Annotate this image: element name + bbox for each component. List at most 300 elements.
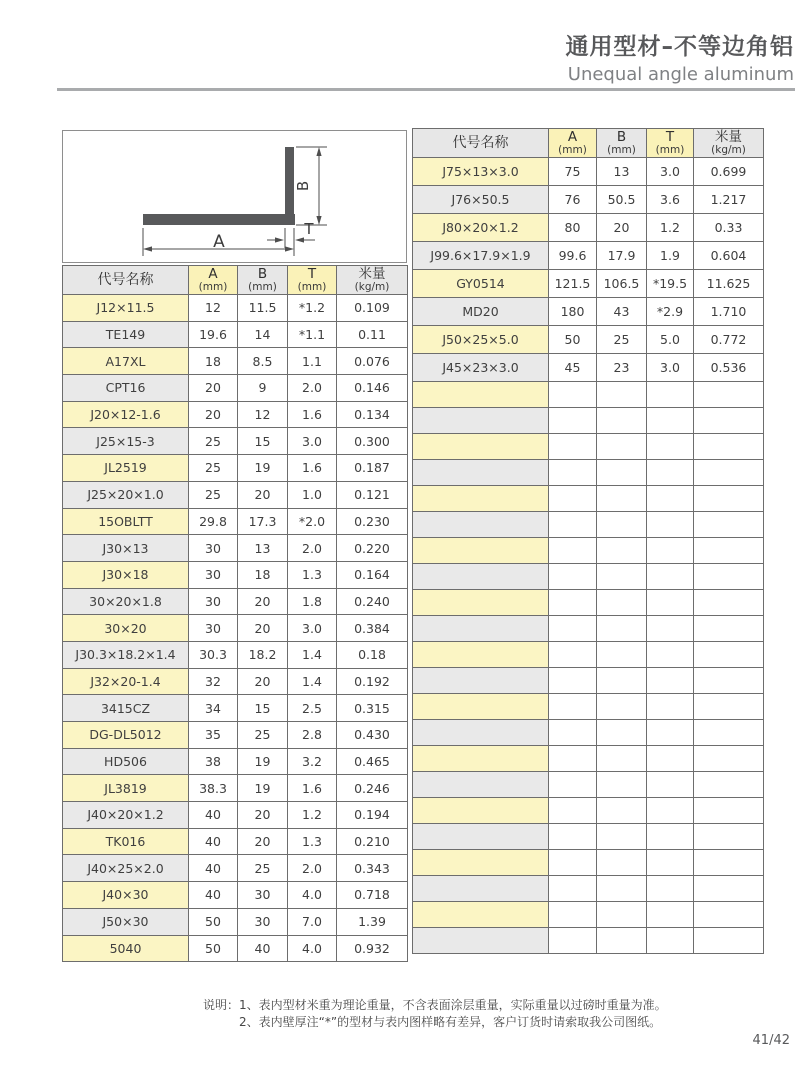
profile-code-cell: TK016: [63, 828, 189, 855]
value-cell: 32: [189, 668, 238, 695]
col-header-b: B (mm): [238, 266, 288, 295]
value-cell: 1.217: [694, 186, 764, 214]
value-cell: 80: [549, 214, 597, 242]
value-cell: 0.343: [337, 855, 408, 882]
value-cell: 50: [189, 935, 238, 962]
value-cell: 18.2: [238, 641, 288, 668]
profile-code-cell: 5040: [63, 935, 189, 962]
value-cell: [694, 486, 764, 512]
value-cell: [647, 538, 694, 564]
value-cell: 25: [238, 722, 288, 749]
table-row: [63, 615, 408, 642]
profile-code-cell: [413, 772, 549, 798]
value-cell: [647, 798, 694, 824]
table-row: [413, 902, 764, 928]
value-cell: [597, 668, 647, 694]
left-section: [62, 130, 407, 962]
value-cell: 40: [189, 855, 238, 882]
value-cell: 3.0: [288, 615, 337, 642]
value-cell: 106.5: [597, 270, 647, 298]
value-cell: 0.718: [337, 882, 408, 909]
value-cell: [597, 720, 647, 746]
value-cell: [694, 538, 764, 564]
value-cell: 29.8: [189, 508, 238, 535]
table-row: [63, 455, 408, 482]
value-cell: 0.33: [694, 214, 764, 242]
profile-code-cell: [413, 694, 549, 720]
value-cell: 121.5: [549, 270, 597, 298]
profile-code-cell: J76×50.5: [413, 186, 549, 214]
value-cell: 0.192: [337, 668, 408, 695]
profile-code-cell: [413, 538, 549, 564]
table-row: [63, 375, 408, 402]
value-cell: 17.3: [238, 508, 288, 535]
table-row: [413, 382, 764, 408]
value-cell: [597, 772, 647, 798]
value-cell: [647, 928, 694, 954]
profile-code-cell: MD20: [413, 298, 549, 326]
value-cell: [694, 720, 764, 746]
table-row: [63, 641, 408, 668]
table-row: [413, 354, 764, 382]
table-row: [63, 775, 408, 802]
value-cell: [647, 876, 694, 902]
value-cell: 18: [238, 561, 288, 588]
profile-code-cell: 15OBLTT: [63, 508, 189, 535]
value-cell: [549, 564, 597, 590]
table-row: [413, 270, 764, 298]
profile-code-cell: [413, 590, 549, 616]
value-cell: [597, 694, 647, 720]
value-cell: [597, 798, 647, 824]
table-row: [413, 772, 764, 798]
value-cell: [549, 902, 597, 928]
value-cell: [694, 512, 764, 538]
footnote-line-1: 1、表内型材米重为理论重量，不含表面涂层重量，实际重量以过磅时重量为准。: [239, 998, 667, 1012]
left-table-body: [63, 295, 408, 962]
profile-code-cell: J25×20×1.0: [63, 481, 189, 508]
profile-code-cell: [413, 434, 549, 460]
profile-code-cell: [413, 850, 549, 876]
value-cell: 75: [549, 158, 597, 186]
value-cell: 2.5: [288, 695, 337, 722]
table-row: [413, 642, 764, 668]
value-cell: 25: [189, 481, 238, 508]
col-header-weight: 米量 (kg/m): [694, 129, 764, 158]
value-cell: [647, 850, 694, 876]
value-cell: [647, 460, 694, 486]
right-table: [412, 128, 764, 954]
value-cell: 30: [189, 588, 238, 615]
value-cell: 1.6: [288, 401, 337, 428]
table-row: [413, 298, 764, 326]
value-cell: 0.220: [337, 535, 408, 562]
value-cell: [647, 694, 694, 720]
value-cell: [549, 668, 597, 694]
value-cell: 0.604: [694, 242, 764, 270]
value-cell: 4.0: [288, 882, 337, 909]
value-cell: 3.6: [647, 186, 694, 214]
value-cell: 38: [189, 748, 238, 775]
value-cell: *2.0: [288, 508, 337, 535]
profile-diagram: [62, 130, 407, 263]
profile-code-cell: [413, 824, 549, 850]
value-cell: 0.076: [337, 348, 408, 375]
profile-code-cell: [413, 928, 549, 954]
value-cell: [597, 434, 647, 460]
profile-code-cell: J32×20-1.4: [63, 668, 189, 695]
table-row: [63, 882, 408, 909]
profile-code-cell: [413, 512, 549, 538]
value-cell: [597, 382, 647, 408]
value-cell: 0.164: [337, 561, 408, 588]
value-cell: [694, 850, 764, 876]
value-cell: 13: [238, 535, 288, 562]
profile-code-cell: J30×13: [63, 535, 189, 562]
value-cell: 25: [597, 326, 647, 354]
dim-label-a: A: [213, 232, 225, 252]
table-row: [413, 824, 764, 850]
profile-code-cell: J30.3×18.2×1.4: [63, 641, 189, 668]
value-cell: [694, 382, 764, 408]
value-cell: 0.932: [337, 935, 408, 962]
col-header-name: 代号名称: [63, 266, 189, 295]
profile-code-cell: J40×20×1.2: [63, 802, 189, 829]
value-cell: 4.0: [288, 935, 337, 962]
profile-code-cell: J80×20×1.2: [413, 214, 549, 242]
value-cell: [597, 850, 647, 876]
value-cell: 34: [189, 695, 238, 722]
value-cell: [597, 824, 647, 850]
profile-code-cell: 3415CZ: [63, 695, 189, 722]
value-cell: 20: [238, 828, 288, 855]
dim-label-b: B: [294, 180, 312, 192]
value-cell: 0.240: [337, 588, 408, 615]
value-cell: [597, 902, 647, 928]
table-row: [63, 535, 408, 562]
value-cell: 50: [549, 326, 597, 354]
table-row: [413, 214, 764, 242]
value-cell: 0.384: [337, 615, 408, 642]
profile-code-cell: J20×12-1.6: [63, 401, 189, 428]
col-header-name: 代号名称: [413, 129, 549, 158]
table-row: [63, 855, 408, 882]
profile-code-cell: [413, 902, 549, 928]
table-row: [413, 158, 764, 186]
value-cell: [694, 642, 764, 668]
value-cell: 0.210: [337, 828, 408, 855]
value-cell: [647, 746, 694, 772]
table-row: [413, 512, 764, 538]
value-cell: 5.0: [647, 326, 694, 354]
value-cell: [647, 434, 694, 460]
table-row: [63, 695, 408, 722]
value-cell: [694, 590, 764, 616]
value-cell: 1.2: [288, 802, 337, 829]
value-cell: 2.8: [288, 722, 337, 749]
value-cell: 2.0: [288, 535, 337, 562]
profile-code-cell: 30×20×1.8: [63, 588, 189, 615]
value-cell: 1.39: [337, 908, 408, 935]
value-cell: 1.710: [694, 298, 764, 326]
value-cell: 30: [238, 908, 288, 935]
profile-vertical-leg: [285, 147, 294, 225]
value-cell: [694, 694, 764, 720]
value-cell: 1.3: [288, 561, 337, 588]
value-cell: 20: [189, 401, 238, 428]
value-cell: 25: [238, 855, 288, 882]
profile-code-cell: [413, 564, 549, 590]
table-row: [63, 748, 408, 775]
profile-code-cell: [413, 408, 549, 434]
value-cell: *1.1: [288, 321, 337, 348]
dim-label-t: T: [304, 220, 314, 238]
table-row: [413, 668, 764, 694]
value-cell: [549, 850, 597, 876]
value-cell: [694, 928, 764, 954]
profile-code-cell: [413, 642, 549, 668]
value-cell: 1.2: [647, 214, 694, 242]
value-cell: 20: [189, 375, 238, 402]
profile-code-cell: [413, 746, 549, 772]
value-cell: 1.4: [288, 668, 337, 695]
table-row: [413, 434, 764, 460]
table-row: [413, 564, 764, 590]
value-cell: 0.121: [337, 481, 408, 508]
value-cell: 38.3: [189, 775, 238, 802]
value-cell: 40: [238, 935, 288, 962]
value-cell: [694, 408, 764, 434]
value-cell: [549, 538, 597, 564]
col-header-weight: 米量 (kg/m): [337, 266, 408, 295]
value-cell: 0.430: [337, 722, 408, 749]
profile-code-cell: [413, 720, 549, 746]
value-cell: 0.134: [337, 401, 408, 428]
value-cell: 20: [238, 615, 288, 642]
profile-code-cell: [413, 460, 549, 486]
value-cell: 1.6: [288, 455, 337, 482]
value-cell: 15: [238, 428, 288, 455]
value-cell: [597, 616, 647, 642]
value-cell: [647, 720, 694, 746]
value-cell: 14: [238, 321, 288, 348]
value-cell: 0.465: [337, 748, 408, 775]
right-table-body: [413, 158, 764, 954]
value-cell: 13: [597, 158, 647, 186]
value-cell: [549, 798, 597, 824]
profile-code-cell: J50×30: [63, 908, 189, 935]
value-cell: 0.146: [337, 375, 408, 402]
value-cell: 19: [238, 775, 288, 802]
value-cell: [549, 486, 597, 512]
value-cell: 20: [238, 802, 288, 829]
value-cell: 3.2: [288, 748, 337, 775]
profile-code-cell: JL3819: [63, 775, 189, 802]
value-cell: 19.6: [189, 321, 238, 348]
value-cell: [549, 616, 597, 642]
value-cell: [597, 486, 647, 512]
table-row: [63, 828, 408, 855]
value-cell: 1.6: [288, 775, 337, 802]
table-row: [63, 935, 408, 962]
profile-code-cell: J50×25×5.0: [413, 326, 549, 354]
value-cell: 20: [238, 668, 288, 695]
value-cell: 0.109: [337, 295, 408, 322]
table-row: [413, 850, 764, 876]
profile-code-cell: J40×30: [63, 882, 189, 909]
value-cell: 25: [189, 428, 238, 455]
profile-code-cell: J99.6×17.9×1.9: [413, 242, 549, 270]
value-cell: [597, 512, 647, 538]
value-cell: [647, 616, 694, 642]
value-cell: 76: [549, 186, 597, 214]
page-number: 41/42: [752, 1033, 790, 1048]
value-cell: [549, 876, 597, 902]
value-cell: 50: [189, 908, 238, 935]
value-cell: [597, 538, 647, 564]
value-cell: [694, 746, 764, 772]
value-cell: [647, 902, 694, 928]
value-cell: 17.9: [597, 242, 647, 270]
value-cell: [549, 928, 597, 954]
value-cell: [647, 408, 694, 434]
value-cell: 1.4: [288, 641, 337, 668]
value-cell: 7.0: [288, 908, 337, 935]
table-row: [63, 908, 408, 935]
value-cell: [694, 460, 764, 486]
value-cell: [549, 460, 597, 486]
profile-code-cell: JL2519: [63, 455, 189, 482]
profile-code-cell: J45×23×3.0: [413, 354, 549, 382]
table-row: [63, 321, 408, 348]
table-row: [413, 326, 764, 354]
value-cell: [694, 434, 764, 460]
page-subtitle: Unequal angle aluminum: [567, 64, 794, 85]
value-cell: [549, 590, 597, 616]
value-cell: 30.3: [189, 641, 238, 668]
value-cell: [597, 746, 647, 772]
table-row: [63, 348, 408, 375]
value-cell: [647, 772, 694, 798]
value-cell: 9: [238, 375, 288, 402]
right-section: [412, 128, 763, 954]
table-row: [413, 408, 764, 434]
value-cell: [597, 460, 647, 486]
value-cell: 99.6: [549, 242, 597, 270]
value-cell: 40: [189, 882, 238, 909]
table-row: [413, 928, 764, 954]
value-cell: [549, 694, 597, 720]
col-header-t: T (mm): [647, 129, 694, 158]
value-cell: 3.0: [647, 354, 694, 382]
value-cell: 1.1: [288, 348, 337, 375]
table-row: [63, 588, 408, 615]
value-cell: 30: [189, 615, 238, 642]
value-cell: [694, 902, 764, 928]
table-row: [413, 538, 764, 564]
profile-code-cell: TE149: [63, 321, 189, 348]
value-cell: [597, 642, 647, 668]
table-row: [63, 561, 408, 588]
profile-code-cell: [413, 668, 549, 694]
value-cell: 45: [549, 354, 597, 382]
value-cell: 2.0: [288, 855, 337, 882]
table-row: [413, 460, 764, 486]
table-row: [63, 722, 408, 749]
value-cell: [647, 512, 694, 538]
profile-code-cell: A17XL: [63, 348, 189, 375]
value-cell: [647, 668, 694, 694]
value-cell: 25: [189, 455, 238, 482]
table-row: [413, 720, 764, 746]
value-cell: 8.5: [238, 348, 288, 375]
value-cell: [647, 824, 694, 850]
value-cell: 40: [189, 828, 238, 855]
value-cell: 11.625: [694, 270, 764, 298]
table-row: [63, 802, 408, 829]
col-header-t: T (mm): [288, 266, 337, 295]
value-cell: [549, 824, 597, 850]
value-cell: 12: [238, 401, 288, 428]
left-table: [62, 265, 408, 962]
table-row: [63, 401, 408, 428]
table-row: [413, 186, 764, 214]
value-cell: [597, 928, 647, 954]
value-cell: 1.8: [288, 588, 337, 615]
header-divider: [57, 88, 795, 91]
table-row: [63, 508, 408, 535]
left-table-header-row: [63, 266, 408, 295]
value-cell: [597, 876, 647, 902]
table-row: [63, 295, 408, 322]
table-row: [63, 481, 408, 508]
right-table-header-row: [413, 129, 764, 158]
footnote-prefix: 说明：: [203, 998, 240, 1012]
value-cell: [694, 616, 764, 642]
col-header-a: A (mm): [549, 129, 597, 158]
value-cell: 1.9: [647, 242, 694, 270]
value-cell: 11.5: [238, 295, 288, 322]
value-cell: [597, 590, 647, 616]
value-cell: 180: [549, 298, 597, 326]
value-cell: [647, 564, 694, 590]
profile-code-cell: J30×18: [63, 561, 189, 588]
value-cell: 50.5: [597, 186, 647, 214]
value-cell: [694, 668, 764, 694]
table-row: [413, 746, 764, 772]
value-cell: 0.536: [694, 354, 764, 382]
profile-code-cell: [413, 876, 549, 902]
value-cell: 1.3: [288, 828, 337, 855]
profile-code-cell: [413, 616, 549, 642]
value-cell: 43: [597, 298, 647, 326]
profile-code-cell: [413, 486, 549, 512]
table-row: [413, 694, 764, 720]
profile-code-cell: J25×15-3: [63, 428, 189, 455]
value-cell: 0.187: [337, 455, 408, 482]
value-cell: 19: [238, 748, 288, 775]
value-cell: [694, 798, 764, 824]
value-cell: 1.0: [288, 481, 337, 508]
value-cell: 0.18: [337, 641, 408, 668]
table-row: [413, 876, 764, 902]
value-cell: 19: [238, 455, 288, 482]
profile-code-cell: GY0514: [413, 270, 549, 298]
value-cell: 30: [189, 535, 238, 562]
angle-profile-drawing: [63, 131, 406, 262]
value-cell: 0.699: [694, 158, 764, 186]
value-cell: [694, 772, 764, 798]
